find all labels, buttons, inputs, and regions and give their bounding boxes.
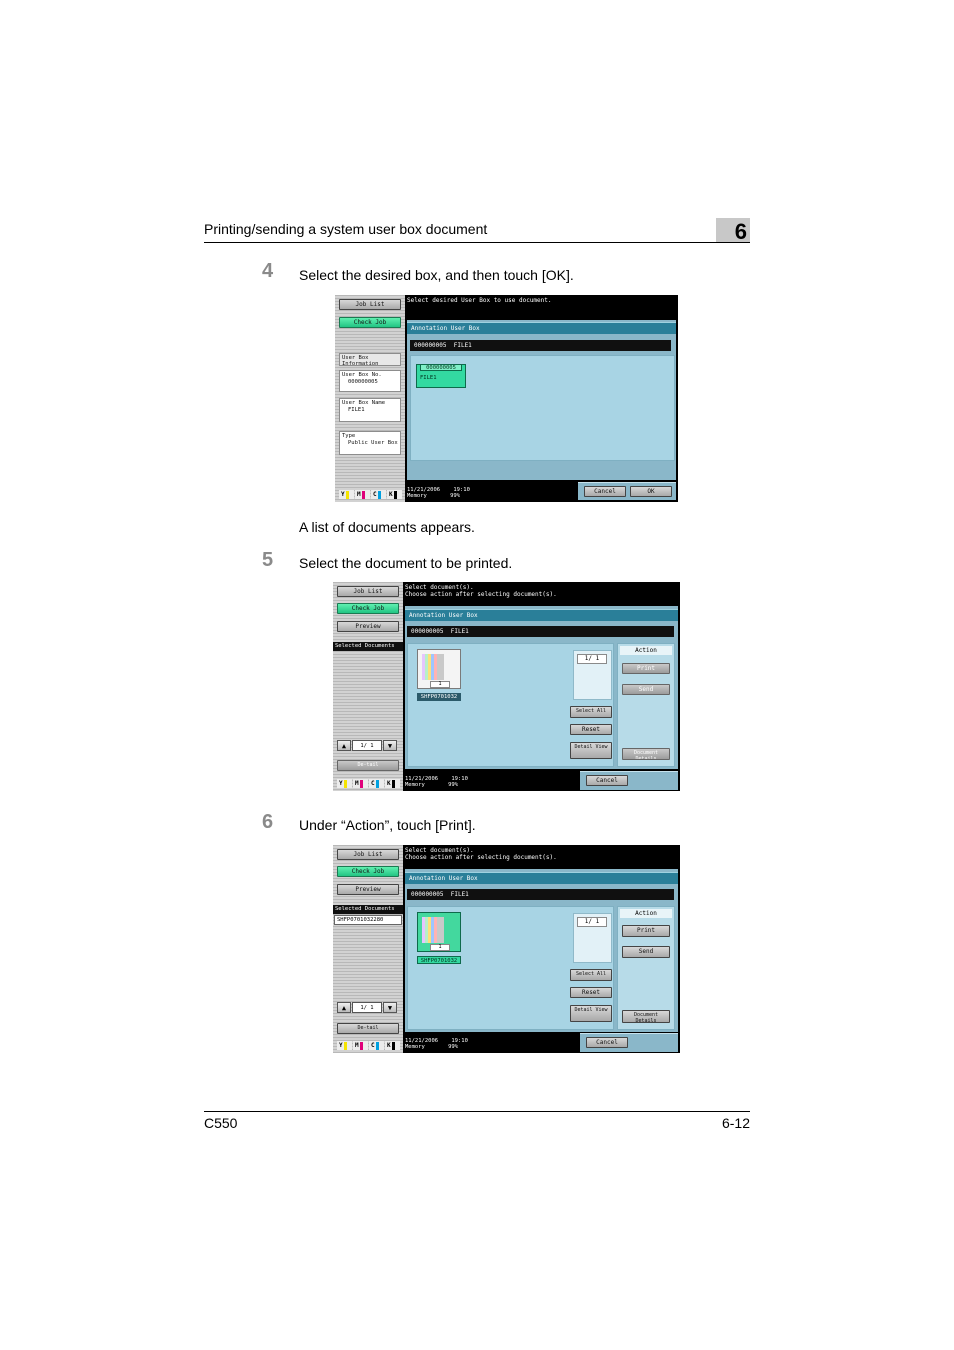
user-box-name-label: User Box Name bbox=[342, 400, 386, 406]
status-date: 11/21/2006 bbox=[407, 487, 441, 493]
status-date: 11/21/2006 bbox=[405, 1038, 439, 1044]
step-number-5: 5 bbox=[262, 549, 274, 571]
toner-cyan: C bbox=[371, 490, 386, 499]
detail-button[interactable]: De-tail bbox=[337, 1023, 399, 1034]
screen-select-action bbox=[333, 845, 680, 1053]
main-area bbox=[405, 606, 678, 769]
user-box-type-label: Type bbox=[342, 433, 356, 439]
toner-indicator bbox=[339, 490, 402, 499]
toner-magenta: M bbox=[353, 779, 368, 788]
toner-indicator bbox=[337, 1041, 400, 1050]
user-box-number-label: User Box No. bbox=[342, 372, 382, 378]
document-page-count: 1 bbox=[430, 944, 450, 951]
step-text-4: Select the desired box, and then touch [OK]. bbox=[299, 267, 574, 283]
selected-pager bbox=[337, 740, 397, 751]
action-panel bbox=[617, 643, 675, 767]
screen-select-document bbox=[333, 582, 680, 791]
chapter-number: 6 bbox=[716, 218, 750, 243]
box-type-tab[interactable]: Annotation User Box bbox=[407, 322, 676, 334]
list-page-counter: 1/ 1 bbox=[577, 917, 607, 927]
selected-pager bbox=[337, 1002, 397, 1013]
status-readout bbox=[405, 1038, 468, 1050]
user-box-type-value: Public User Box bbox=[348, 440, 398, 446]
memory-value: 99% bbox=[448, 1044, 458, 1050]
toner-yellow: Y bbox=[337, 1041, 352, 1050]
status-time: 19:10 bbox=[451, 1038, 468, 1044]
main-area bbox=[407, 320, 676, 480]
reset-button[interactable]: Reset bbox=[570, 724, 612, 735]
list-page-counter: 1/ 1 bbox=[577, 654, 607, 664]
running-header-title: Printing/sending a system user box document bbox=[204, 221, 488, 237]
document-list-area bbox=[407, 643, 614, 767]
memory-value: 99% bbox=[448, 782, 458, 788]
cancel-button[interactable]: Cancel bbox=[586, 775, 628, 786]
box-path-bar: 000000005 FILE1 bbox=[407, 889, 674, 900]
reset-button[interactable]: Reset bbox=[570, 987, 612, 998]
document-page-count: 1 bbox=[430, 681, 450, 688]
folder-number: 000000005 bbox=[420, 364, 462, 371]
toner-magenta: M bbox=[353, 1041, 368, 1050]
memory-label: Memory bbox=[405, 1044, 425, 1050]
footer-page-number: 6-12 bbox=[721, 1115, 750, 1131]
document-details-button[interactable]: Document Details bbox=[622, 748, 670, 760]
select-all-button[interactable]: Select All bbox=[570, 969, 612, 981]
print-button[interactable]: Print bbox=[622, 925, 670, 937]
toner-magenta: M bbox=[355, 490, 370, 499]
box-list-area bbox=[410, 355, 675, 461]
left-panel bbox=[335, 295, 405, 502]
user-box-name-field bbox=[339, 398, 401, 422]
left-panel bbox=[333, 845, 403, 1053]
preview-button[interactable]: Preview bbox=[337, 621, 399, 632]
document-details-button[interactable]: Document Details bbox=[622, 1010, 670, 1023]
document-thumbnail bbox=[417, 649, 461, 689]
user-box-type-field bbox=[339, 431, 401, 455]
user-box-info-heading: User Box Information bbox=[339, 353, 401, 366]
action-panel bbox=[617, 906, 675, 1030]
page-counter: 1/ 1 bbox=[352, 740, 382, 751]
print-button[interactable]: Print bbox=[622, 663, 670, 674]
document-list-area bbox=[407, 906, 614, 1030]
user-box-number-value: 000000005 bbox=[348, 379, 378, 385]
folder-name: FILE1 bbox=[420, 375, 437, 381]
screen-message: Select document(s). Choose action after selecting document(s). bbox=[405, 584, 557, 598]
job-list-button[interactable]: Job List bbox=[337, 586, 399, 597]
action-label: Action bbox=[620, 646, 672, 655]
document-name: SHFP0701032 bbox=[417, 956, 461, 964]
document-thumbnail bbox=[417, 912, 461, 952]
cancel-button[interactable]: Cancel bbox=[586, 1037, 628, 1048]
toner-cyan: C bbox=[369, 1041, 384, 1050]
footer-model: C550 bbox=[204, 1115, 238, 1131]
toner-black: K bbox=[385, 779, 400, 788]
page-down-icon[interactable]: ▼ bbox=[383, 1002, 397, 1013]
cancel-button[interactable]: Cancel bbox=[584, 486, 626, 497]
main-area bbox=[405, 869, 678, 1032]
result-note: A list of documents appears. bbox=[299, 519, 475, 535]
toner-cyan: C bbox=[369, 779, 384, 788]
status-readout bbox=[407, 487, 470, 499]
page-up-icon[interactable]: ▲ bbox=[337, 1002, 351, 1013]
memory-label: Memory bbox=[407, 493, 427, 499]
status-time: 19:10 bbox=[451, 776, 468, 782]
user-box-number-field bbox=[339, 370, 401, 392]
screen-message: Select desired User Box to use document. bbox=[407, 297, 552, 304]
page-down-icon[interactable]: ▼ bbox=[383, 740, 397, 751]
toner-yellow: Y bbox=[339, 490, 354, 499]
send-button[interactable]: Send bbox=[622, 684, 670, 695]
left-panel bbox=[333, 582, 403, 791]
step-number-4: 4 bbox=[262, 260, 274, 282]
detail-view-button[interactable]: Detail View bbox=[570, 742, 612, 759]
memory-label: Memory bbox=[405, 782, 425, 788]
status-time: 19:10 bbox=[453, 487, 470, 493]
toner-black: K bbox=[387, 490, 402, 499]
toner-black: K bbox=[385, 1041, 400, 1050]
toner-indicator bbox=[337, 779, 400, 788]
bottom-button-bar bbox=[578, 482, 676, 500]
check-job-button[interactable]: Check Job bbox=[339, 317, 401, 328]
list-pager bbox=[573, 650, 612, 700]
screen-select-box bbox=[335, 295, 678, 502]
screen-message: Select document(s). Choose action after selecting document(s). bbox=[405, 847, 557, 861]
step-text-5: Select the document to be printed. bbox=[299, 555, 513, 571]
selected-documents-heading: Selected Documents bbox=[333, 905, 403, 914]
list-pager bbox=[573, 913, 612, 963]
step-number-6: 6 bbox=[262, 811, 274, 833]
bottom-button-bar bbox=[580, 771, 678, 790]
memory-value: 99% bbox=[450, 493, 460, 499]
select-all-button[interactable]: Select All bbox=[570, 706, 612, 718]
status-date: 11/21/2006 bbox=[405, 776, 439, 782]
action-label: Action bbox=[620, 909, 672, 918]
detail-button[interactable]: De-tail bbox=[337, 760, 399, 771]
step-text-6: Under “Action”, touch [Print]. bbox=[299, 817, 476, 833]
job-list-button[interactable]: Job List bbox=[339, 299, 401, 310]
job-list-button[interactable]: Job List bbox=[337, 849, 399, 860]
box-type-tab[interactable]: Annotation User Box bbox=[405, 609, 678, 621]
user-box-name-value: FILE1 bbox=[348, 407, 365, 413]
send-button[interactable]: Send bbox=[622, 946, 670, 958]
check-job-button[interactable]: Check Job bbox=[337, 603, 399, 614]
document-name: SHFP0701032 bbox=[417, 693, 461, 701]
footer-rule bbox=[204, 1111, 750, 1112]
check-job-button[interactable]: Check Job bbox=[337, 866, 399, 877]
detail-view-button[interactable]: Detail View bbox=[570, 1005, 612, 1022]
ok-button[interactable]: OK bbox=[630, 486, 672, 497]
preview-button[interactable]: Preview bbox=[337, 884, 399, 895]
status-readout bbox=[405, 776, 468, 788]
selected-documents-heading: Selected Documents bbox=[333, 642, 403, 651]
box-path-bar: 000000005 FILE1 bbox=[407, 626, 674, 637]
header-rule bbox=[204, 242, 750, 243]
bottom-button-bar bbox=[580, 1033, 678, 1052]
selected-document-item[interactable]: SHFP0701032280 bbox=[334, 915, 402, 925]
toner-yellow: Y bbox=[337, 779, 352, 788]
box-path-bar: 000000005 FILE1 bbox=[410, 340, 671, 351]
box-type-tab[interactable]: Annotation User Box bbox=[405, 872, 678, 884]
user-box-folder[interactable] bbox=[416, 364, 466, 388]
page-up-icon[interactable]: ▲ bbox=[337, 740, 351, 751]
page-counter: 1/ 1 bbox=[352, 1002, 382, 1013]
